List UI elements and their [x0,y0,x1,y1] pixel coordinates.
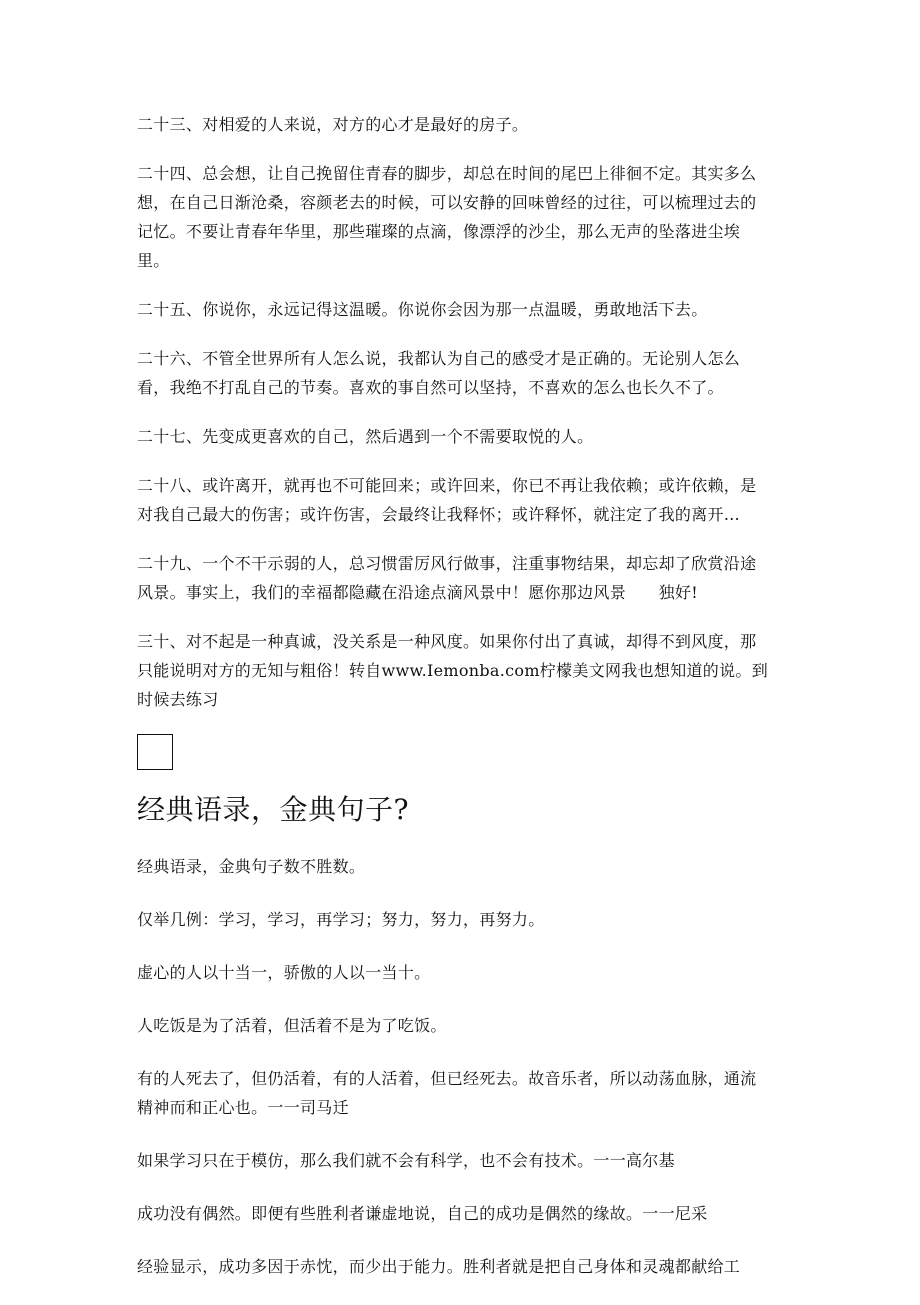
quote-paragraph: 经验显示，成功多因于赤忱，而少出于能力。胜利者就是把自己身体和灵魂都献给工 [137,1257,741,1276]
document-content [137,110,769,1305]
paragraph-23: 二十三、对相爱的人来说，对方的心才是最好的房子。 [137,115,529,134]
paragraph-25: 二十五、你说你，永远记得这温暖。你说你会因为那一点温暖，勇敢地活下去。 [137,300,708,319]
paragraph-29: 二十九、一个不干示弱的人，总习惯雷厉风行做事，注重事物结果，却忘却了欣赏沿途风景。事实上，我们的幸福都隐藏在沿途点滴风景中！愿你那边风景 独好! [137,554,757,602]
paragraph-26: 二十六、不管全世界所有人怎么说，我都认为自己的感受才是正确的。无论别人怎么看，我绝不打乱自己的节奏。喜欢的事自然可以坚持，不喜欢的怎么也长久不了。 [137,349,741,397]
section-title: 经典语录，金典句子? [137,793,410,826]
paragraph-30: 三十、对不起是一种真诚，没关系是一种风度。如果你付出了真诚，却得不到风度，那只能说明对方的无知与粗俗！转自www.Iemonba.com柠檬美文网我也想知道的说。到时候去练习 [137,632,769,709]
quote-paragraph: 成功没有偶然。即便有些胜利者谦虚地说，自己的成功是偶然的缘故。一一尼采 [137,1204,708,1223]
paragraph-24: 二十四、总会想，让自己挽留住青春的脚步，却总在时间的尾巴上徘徊不定。其实多么想，在自己日渐沧桑，容颜老去的时候，可以安静的回味曾经的过往，可以梳理过去的记忆。不要让青春年华里，那些璀璨的点滴，像漂浮的沙尘，那么无声的坠落进尘埃里。 [137,164,757,270]
paragraph-28: 二十八、或许离开，就再也不可能回来；或许回来，你已不再让我依赖；或许依赖，是对我自己最大的伤害；或许伤害，会最终让我释怀；或许释怀，就注定了我的离开… [137,476,757,524]
quote-paragraph: 仅举几例：学习，学习，再学习；努力，努力，再努力。 [137,910,545,929]
quote-paragraph: 经典语录，金典句子数不胜数。 [137,857,366,876]
quote-paragraph: 虚心的人以十当一，骄傲的人以一当十。 [137,963,431,982]
paragraph-27: 二十七、先变成更喜欢的自己，然后遇到一个不需要取悦的人。 [137,427,594,446]
quote-paragraph: 有的人死去了，但仍活着，有的人活着，但已经死去。故音乐者，所以动荡血脉，通流精神而和正心也。一一司马迁 [137,1069,757,1117]
empty-checkbox[interactable] [137,734,173,770]
quote-paragraph: 如果学习只在于模仿，那么我们就不会有科学，也不会有技术。一一高尔基 [137,1151,675,1170]
quote-paragraph: 人吃饭是为了活着，但活着不是为了吃饭。 [137,1016,447,1035]
